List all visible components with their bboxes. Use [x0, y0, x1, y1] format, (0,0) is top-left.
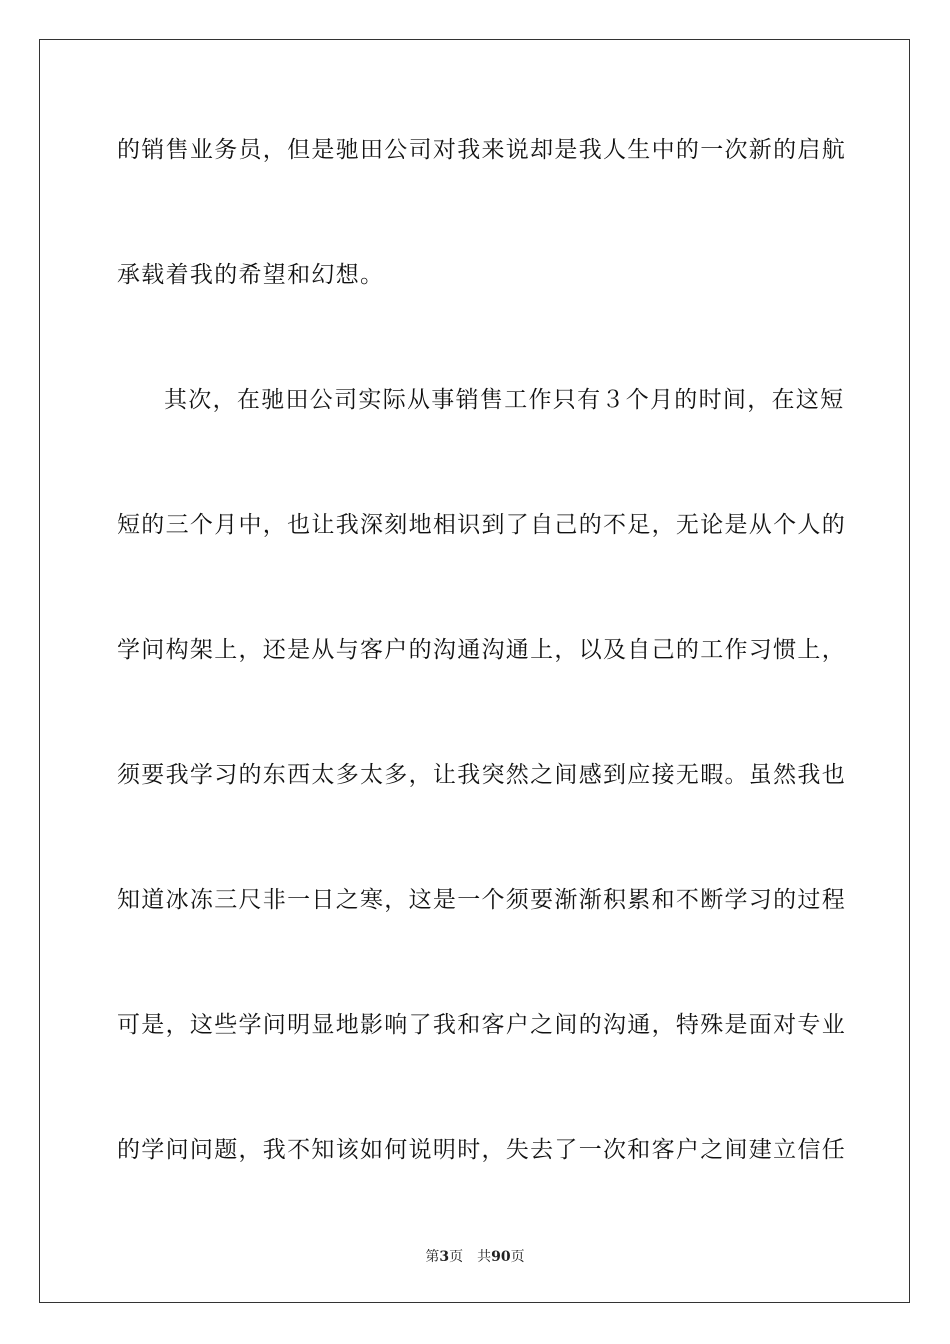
body-line-4: 短的三个月中，也让我深刻地相识到了自己的不足，无论是从个人的: [117, 512, 846, 538]
body-line-9: 的学问问题，我不知该如何说明时，失去了一次和客户之间建立信任: [117, 1137, 846, 1163]
footer-page-suffix: 页: [449, 1249, 464, 1265]
footer-total-suffix: 页: [510, 1249, 525, 1265]
body-line-7: 知道冰冻三尺非一日之寒，这是一个须要渐渐积累和不断学习的过程: [117, 887, 846, 913]
body-line-8: 可是，这些学问明显地影响了我和客户之间的沟通，特殊是面对专业: [117, 1012, 846, 1038]
footer-page-prefix: 第: [425, 1249, 440, 1265]
body-line-2: 承载着我的希望和幻想。: [117, 262, 385, 288]
page-border: [39, 39, 910, 1303]
footer-total-prefix: 共: [477, 1249, 492, 1265]
body-line-1: 的销售业务员，但是驰田公司对我来说却是我人生中的一次新的启航: [117, 137, 846, 163]
footer-page-number: 3: [439, 1249, 450, 1265]
footer-total-pages: 90: [491, 1249, 511, 1265]
body-line-6: 须要我学习的东西太多太多，让我突然之间感到应接无暇。虽然我也: [117, 762, 846, 788]
body-line-3: 其次，在驰田公司实际从事销售工作只有３个月的时间，在这短: [164, 387, 845, 413]
body-line-5: 学问构架上，还是从与客户的沟通沟通上，以及自己的工作习惯上，: [117, 637, 846, 663]
page-footer: [0, 1247, 950, 1267]
